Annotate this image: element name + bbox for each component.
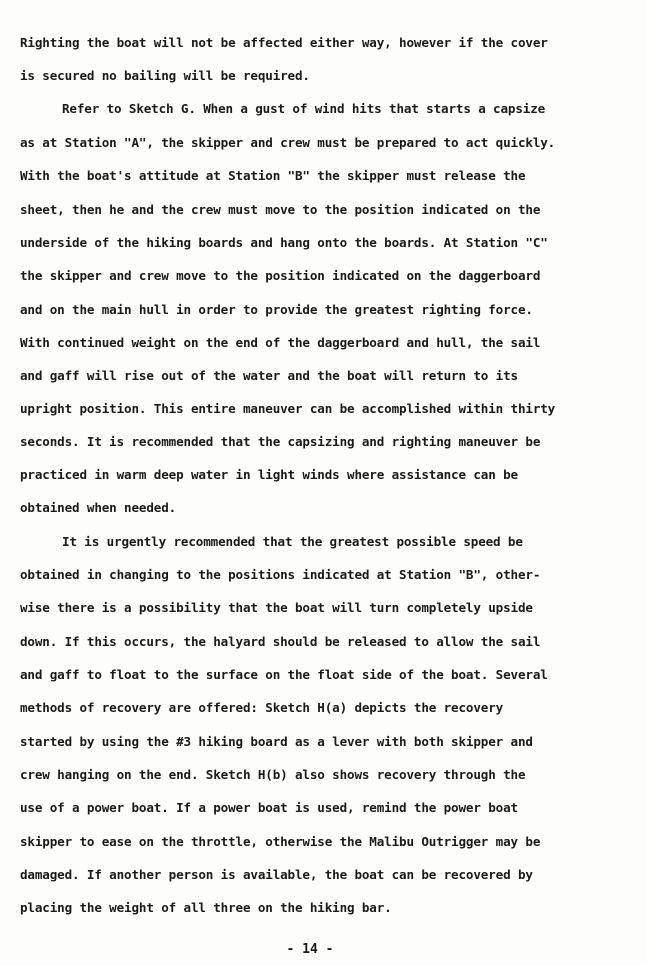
- text-line: Refer to Sketch G. When a gust of wind hits that starts a capsize: [62, 101, 546, 116]
- text-line: placing the weight of all three on the hiking bar.: [20, 900, 392, 915]
- text-line: and gaff will rise out of the water and the boat will return to its: [20, 368, 518, 383]
- text-line: and gaff to float to the surface on the float side of the boat. Several: [20, 667, 548, 682]
- text-line: With the boat's attitude at Station "B" the skipper must release the: [20, 168, 526, 183]
- text-line: use of a power boat. If a power boat is used, remind the power boat: [20, 800, 518, 815]
- text-line: With continued weight on the end of the daggerboard and hull, the sail: [20, 335, 541, 350]
- text-line: seconds. It is recommended that the capsizing and righting maneuver be: [20, 434, 541, 449]
- text-line: underside of the hiking boards and hang onto the boards. At Station "C": [20, 235, 548, 250]
- text-line: is secured no bailing will be required.: [20, 68, 310, 83]
- text-line: damaged. If another person is available, the boat can be recovered by: [20, 867, 533, 882]
- text-line: Righting the boat will not be affected either way, however if the cover: [20, 35, 548, 50]
- text-line: obtained in changing to the positions indicated at Station "B", other-: [20, 567, 541, 582]
- text-line: practiced in warm deep water in light winds where assistance can be: [20, 467, 518, 482]
- text-line: sheet, then he and the crew must move to the position indicated on the: [20, 202, 541, 217]
- text-line: crew hanging on the end. Sketch H(b) also shows recovery through the: [20, 767, 526, 782]
- text-line: wise there is a possibility that the boat will turn completely upside: [20, 600, 533, 615]
- text-line: upright position. This entire maneuver can be accomplished within thirty: [20, 401, 556, 416]
- text-line: down. If this occurs, the halyard should be released to allow the sail: [20, 634, 541, 649]
- text-line: It is urgently recommended that the greatest possible speed be: [62, 534, 523, 549]
- page-number: - 14 -: [286, 942, 334, 957]
- text-line: the skipper and crew move to the position indicated on the daggerboard: [20, 268, 541, 283]
- text-line: methods of recovery are offered: Sketch H(a) depicts the recovery: [20, 700, 504, 715]
- text-line: as at Station "A", the skipper and crew must be prepared to act quickly.: [20, 135, 556, 150]
- text-line: obtained when needed.: [20, 500, 177, 515]
- text-line: started by using the #3 hiking board as a lever with both skipper and: [20, 734, 533, 749]
- text-line: and on the main hull in order to provide the greatest righting force.: [20, 302, 533, 317]
- text-line: skipper to ease on the throttle, otherwise the Malibu Outrigger may be: [20, 834, 541, 849]
